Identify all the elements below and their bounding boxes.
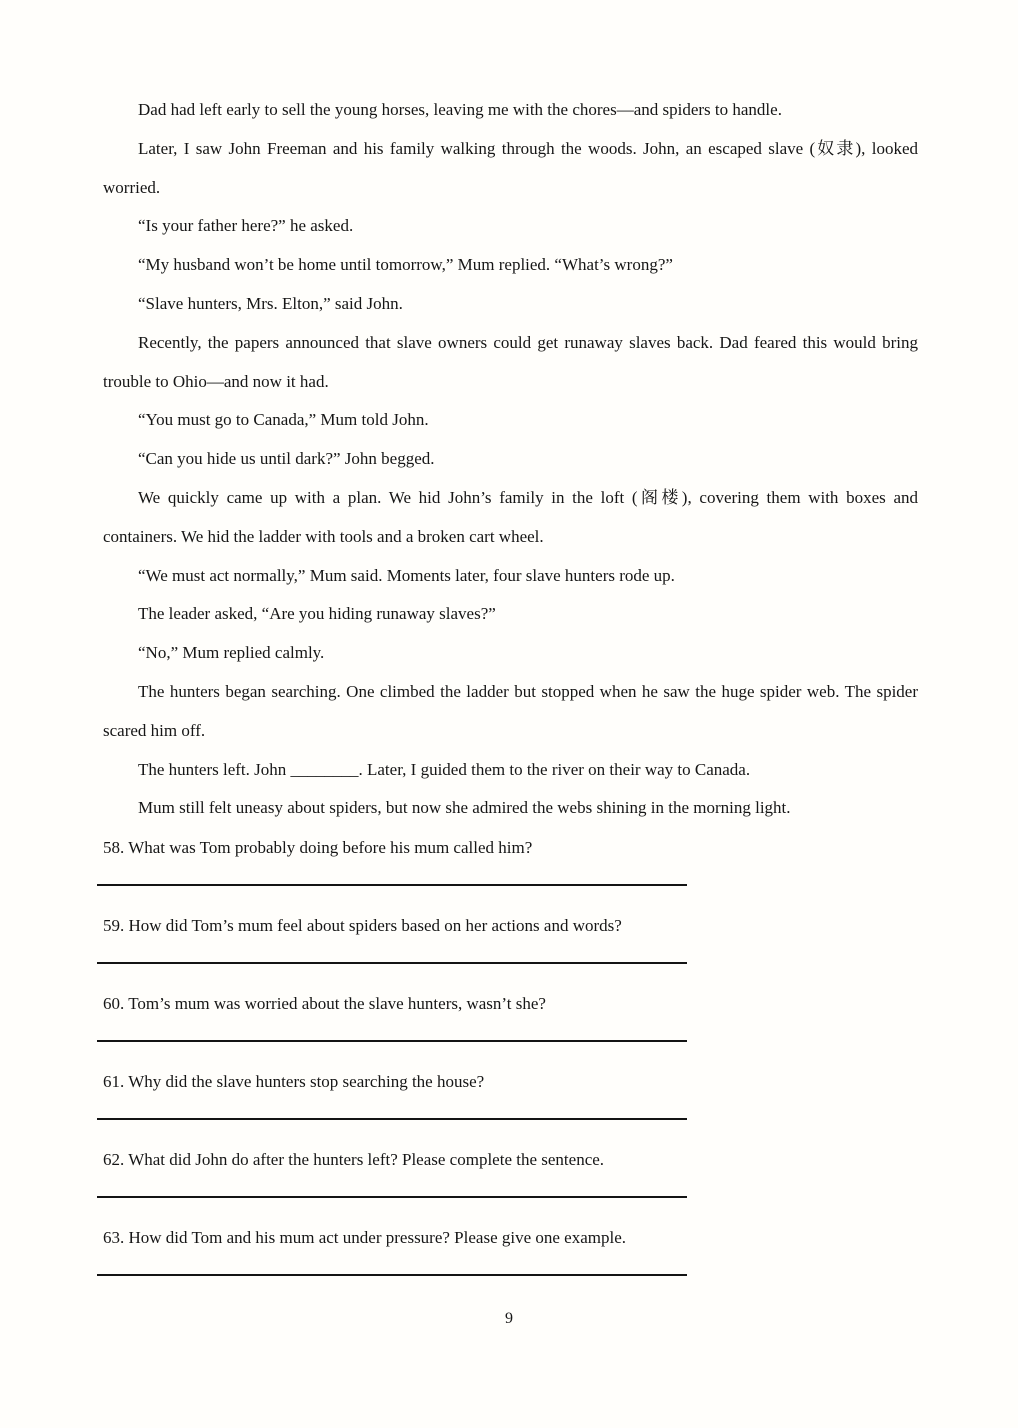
story-paragraph: “No,” Mum replied calmly. <box>138 643 325 663</box>
question-body: How did Tom and his mum act under pressure? Please give one example. <box>128 1228 627 1248</box>
story-paragraph: We quickly came up with a plan. We hid John’s family in the loft (阁楼), covering them with boxes and containers. We hid the ladder with tools and a broken cart wheel. <box>103 487 918 546</box>
answer-line <box>97 962 687 964</box>
question-text <box>103 993 918 1015</box>
answer-line <box>97 1274 687 1276</box>
question-number: 63. <box>103 1228 125 1248</box>
story-paragraph: Recently, the papers announced that slave owners could get runaway slaves back. Dad feared this would bring trouble to Ohio—and now it had. <box>103 332 918 391</box>
question-text <box>103 1149 918 1171</box>
story-paragraph: “Can you hide us until dark?” John begged. <box>138 449 435 469</box>
question-block-58 <box>103 837 918 886</box>
question-text <box>103 837 918 859</box>
page-number: 9 <box>505 1310 513 1327</box>
question-body: Tom’s mum was worried about the slave hunters, wasn’t she? <box>128 994 546 1014</box>
question-number: 58. <box>103 838 125 858</box>
question-number: 59. <box>103 916 125 936</box>
question-block-61 <box>103 1071 918 1120</box>
story-paragraph: Later, I saw John Freeman and his family walking through the woods. John, an escaped slave (奴隶), looked worried. <box>103 138 918 197</box>
story-paragraph: The hunters began searching. One climbed the ladder but stopped when he saw the huge spider web. The spider scared him off. <box>103 681 918 740</box>
question-body: What did John do after the hunters left? Please complete the sentence. <box>128 1150 605 1170</box>
story-paragraph: “My husband won’t be home until tomorrow,” Mum replied. “What’s wrong?” <box>138 255 673 275</box>
story-paragraph: Mum still felt uneasy about spiders, but now she admired the webs shining in the morning light. <box>138 798 791 818</box>
question-text <box>103 915 918 937</box>
answer-line <box>97 1118 687 1120</box>
question-block-59 <box>103 915 918 964</box>
answer-line <box>97 884 687 886</box>
story-paragraph: “Is your father here?” he asked. <box>138 216 354 236</box>
question-block-63 <box>103 1227 918 1276</box>
story-paragraph: “We must act normally,” Mum said. Moments later, four slave hunters rode up. <box>138 565 675 585</box>
questions-section <box>103 837 918 1276</box>
question-body: What was Tom probably doing before his mum called him? <box>128 838 533 858</box>
question-block-62 <box>103 1149 918 1198</box>
story-paragraph: The leader asked, “Are you hiding runaway slaves?” <box>138 604 496 624</box>
question-number: 62. <box>103 1150 125 1170</box>
story-paragraph: “Slave hunters, Mrs. Elton,” said John. <box>138 293 403 313</box>
question-number: 60. <box>103 994 125 1014</box>
question-text <box>103 1071 918 1093</box>
reading-passage <box>103 91 918 828</box>
question-number: 61. <box>103 1072 125 1092</box>
story-paragraph: “You must go to Canada,” Mum told John. <box>138 410 429 430</box>
question-text <box>103 1227 918 1249</box>
question-body: How did Tom’s mum feel about spiders based on her actions and words? <box>128 916 622 936</box>
answer-line <box>97 1040 687 1042</box>
story-paragraph: Dad had left early to sell the young horses, leaving me with the chores—and spiders to handle. <box>138 100 782 119</box>
question-block-60 <box>103 993 918 1042</box>
answer-line <box>97 1196 687 1198</box>
story-paragraph: The hunters left. John ________. Later, I guided them to the river on their way to Canada. <box>138 759 751 779</box>
question-body: Why did the slave hunters stop searching the house? <box>128 1072 485 1092</box>
